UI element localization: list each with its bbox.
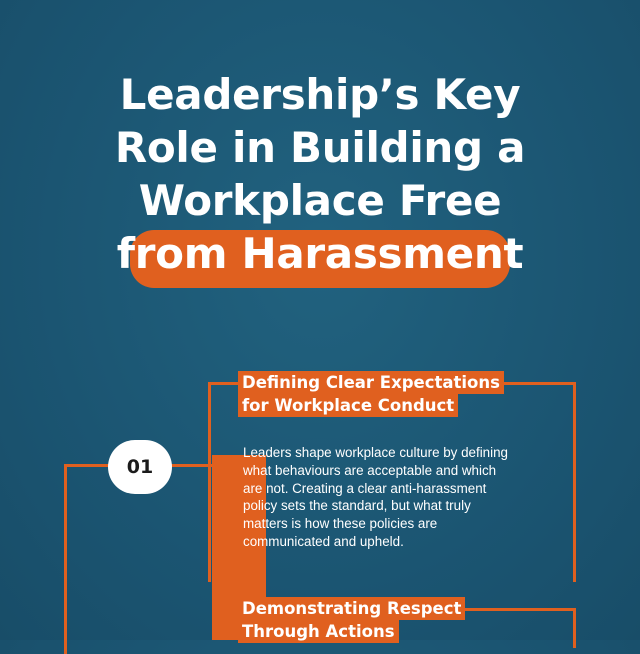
section-2-heading-line-2: Through Actions	[238, 620, 399, 643]
title-line-3: Workplace Free	[138, 176, 502, 225]
section-1-body-line: are not. Creating a clear anti-harassment	[243, 480, 487, 496]
section-1-heading	[238, 371, 504, 417]
title-line-1: Leadership’s Key	[119, 70, 521, 119]
section-1-body	[243, 444, 563, 551]
connector-line	[170, 464, 216, 467]
section-2-heading-line-1: Demonstrating Respect	[238, 597, 465, 620]
section-1-body-line: communicated and upheld.	[243, 533, 404, 549]
title-line-4: from Harassment	[116, 229, 524, 278]
page-title	[0, 68, 640, 280]
section-2-frame	[464, 608, 576, 648]
section-2-heading	[238, 597, 465, 643]
section-1-body-line: what behaviours are acceptable and which	[243, 462, 497, 478]
section-1-heading-line-1: Defining Clear Expectations	[238, 371, 504, 394]
section-1-heading-line-2: for Workplace Conduct	[238, 394, 458, 417]
step-number-01: 01	[108, 440, 172, 494]
section-1-body-line: policy sets the standard, but what truly	[243, 498, 471, 514]
timeline-frame	[64, 464, 124, 654]
section-1-body-line: Leaders shape workplace culture by defining	[243, 445, 509, 460]
title-line-2: Role in Building a	[114, 123, 526, 172]
section-1-body-line: matters is how these policies are	[243, 516, 438, 532]
